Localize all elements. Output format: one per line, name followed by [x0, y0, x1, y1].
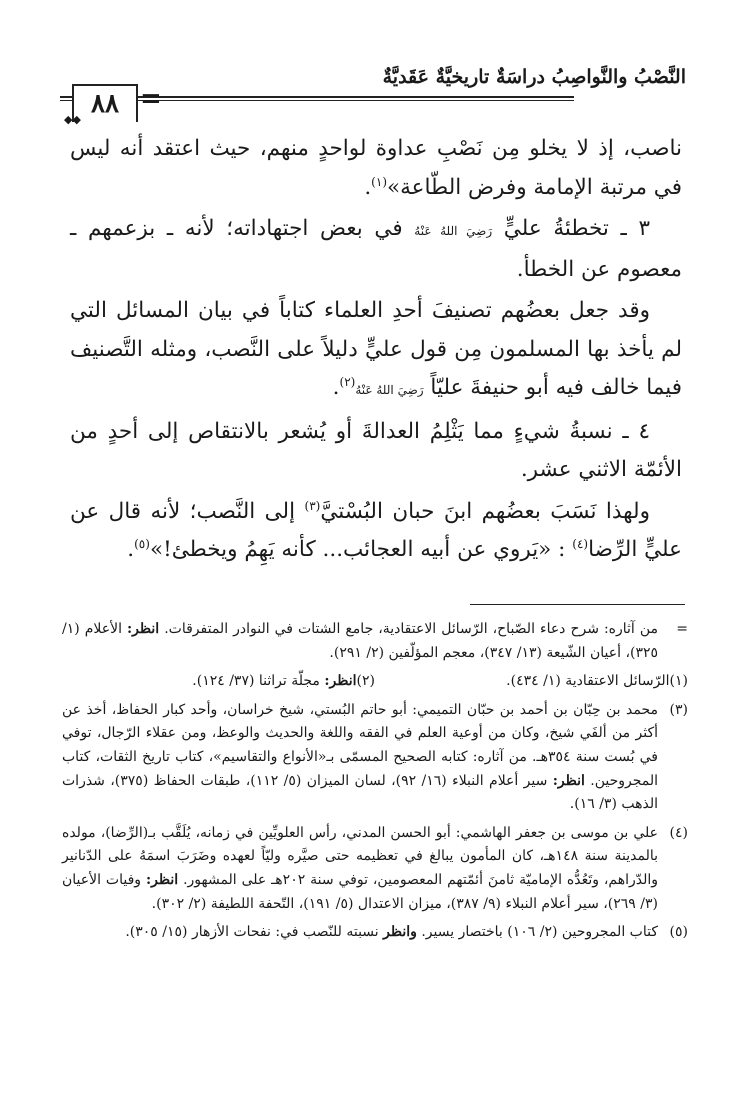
footnote-number: (١) — [669, 673, 688, 690]
paragraph-3 — [70, 292, 682, 410]
ornament-icon: ◆◆ — [64, 113, 81, 126]
paragraph-4: ٤ ـ نسبةُ شيءٍ مما يَثْلِمُ العدالةَ أو يُشعر بالانتقاص إلى أحدٍ من الأئمّة الاثني عشر. — [70, 418, 682, 482]
footnote-refs: نسبته للنّصب في: نفحات الأزهار (١٥/ ٣٠٥). — [125, 924, 379, 941]
honorific-glyph: رَضِيَ اللهُ عَنْهُ — [414, 224, 493, 238]
p5-quote: : «يَروي عن أبيه العجائب... كأنه يَهِمُ ويخطئ!» — [149, 537, 566, 562]
main-text — [70, 130, 682, 570]
footnote-refs: وفيات الأعيان (٣/ ٢٦٩)، سير أعلام النبلاء (٩/ ٣٨٧)، ميزان الاعتدال (٥/ ١٩١)، التّحفة اللطيفة (٢/ ٣٠٢). — [62, 871, 658, 912]
footnote-continuation — [62, 618, 688, 665]
header-dash-mark: = — [140, 84, 162, 114]
footnote-refs: سير أعلام النبلاء (١٦/ ٩٢)، لسان الميزان (٥/ ١١٢)، طبقات الحفاظ (٣٧٥)، شذرات الذهب (٣/ ١٦). — [62, 772, 658, 813]
look-label: انظر: — [145, 871, 179, 888]
footnote-ref-3: (٣) — [304, 498, 321, 513]
footnote-text: محمد بن حِبّان بن أحمد بن حبّان التميمي: أبو حاتم البُستي، شيخ خراسان، وأحد كبار الحفاظ، أخذ عن أكثر من ألفَي شيخ، وكان من أوعية العلم في الفقه واللغة والحديث والوعظ، ومن عقلاء الرّجال، توفي في بُست سنة ٣٥٤هـ. من آثاره: كتابه الصحيح المسمّى بـ«الأنواع والتقاسيم»، كتاب تاريخ الثقات، كتاب المجروحين. — [62, 701, 659, 789]
footnote-text: مجلّة تراثنا (٣٧/ ١٢٤). — [192, 673, 320, 690]
look-label: وانظر — [383, 924, 417, 941]
p2-text-a: ٣ ـ تخطئةُ عليٍّ — [503, 216, 650, 241]
continuation-line-1: من آثاره: شرح دعاء الصّباح، الرّسائل الاعتقادية، جامع الشتات في النوادر المتفرقات. — [164, 621, 659, 637]
footnote-text: كتاب المجروحين (٢/ ١٠٦) باختصار يسير. — [421, 924, 658, 941]
footnote-separator — [470, 604, 685, 605]
look-label: انظر: — [552, 772, 585, 789]
footnote-4 — [62, 822, 688, 916]
page-number: ٨٨ — [91, 89, 119, 119]
p5-end: . — [127, 537, 135, 562]
footnote-number: (٥) — [669, 924, 688, 941]
footnote-ref-2: (٢) — [339, 374, 356, 389]
footnote-ref-1: (١) — [371, 174, 387, 189]
continuation-mark: = — [676, 621, 688, 637]
p3-text: وقد جعل بعضُهم تصنيفَ أحدِ العلماء كتاباً في بيان المسائل التي لم يأخذ بها المسلمون مِن قول عليٍّ دليلاً على النَّصب، ومثله التَّصنيف فيما خالف فيه أبو حنيفةَ عليّاً — [70, 298, 682, 400]
footnotes — [62, 618, 688, 950]
continuation-line-2: الأعلام (١/ ٣٢٥)، أعيان الشّيعة (١٣/ ٣٤٧)، معجم المؤلّفين (٢/ ٢٩١). — [62, 621, 658, 661]
p1-end: . — [364, 174, 372, 200]
footnote-number: (٤) — [669, 824, 688, 841]
footnote-number: (٣) — [669, 701, 688, 718]
p5-text-b: إلى النَّصب؛ لأنه قال عن عليٍّ الرِّضا — [70, 498, 682, 562]
footnote-ref-4: (٤) — [572, 536, 589, 551]
p5-text-a: ولهذا نَسَبَ بعضُهم ابنَ حبان البُسْتيَّ — [320, 498, 650, 524]
paragraph-2 — [70, 210, 682, 289]
footnote-number: (٢) — [356, 673, 375, 690]
footnote-1 — [375, 670, 688, 694]
paragraph-5 — [70, 493, 682, 570]
p1-text: ناصب، إذ لا يخلو مِن نَصْبِ عداوة لواحدٍ منهم، حيث اعتقد أنه ليس في مرتبة الإمامة وفرض الطّاعة» — [70, 136, 682, 200]
page-number-box — [64, 84, 138, 126]
footnote-ref-5: (٥) — [134, 536, 150, 551]
footnote-3 — [62, 699, 688, 817]
footnote-text: علي بن موسى بن جعفر الهاشمي: أبو الحسن المدني، رأس العلويِّين في زمانه، يُلَقَّب بـ(الرِّضا)، مولده بالمدينة سنة ١٤٨هـ، كان المأمون يبالغ في تعظيمه حتى صيَّره وليّاً لعهده وضَرَبَ اسمَهُ على الدّنانير والدّراهم، وتَعُدُّه الإماميّة ثامنَ أئمّتهم المعصومين، توفي سنة ٢٠٢هـ على المشهور. — [62, 824, 659, 888]
footnote-2 — [62, 670, 375, 694]
look-label: انظر: — [324, 673, 357, 690]
footnote-text: الرّسائل الاعتقادية (١/ ٤٣٤). — [506, 673, 670, 690]
honorific-glyph: رَضِيَ اللهُ عَنْهُ — [355, 383, 424, 397]
footnote-5 — [62, 921, 688, 945]
running-title: النَّصْبُ والنَّواصِبُ دراسَةٌ تاريخيَّةٌ عَقَديَّةٌ — [382, 66, 686, 88]
p2-text-b: في بعض اجتهاداته؛ لأنه ـ بزعمهم ـ معصوم عن الخطأ. — [70, 216, 682, 282]
look-label: انظر: — [127, 621, 160, 637]
footnote-row-1-2 — [62, 670, 688, 694]
p3-end: . — [332, 375, 340, 400]
paragraph-1 — [70, 130, 682, 207]
